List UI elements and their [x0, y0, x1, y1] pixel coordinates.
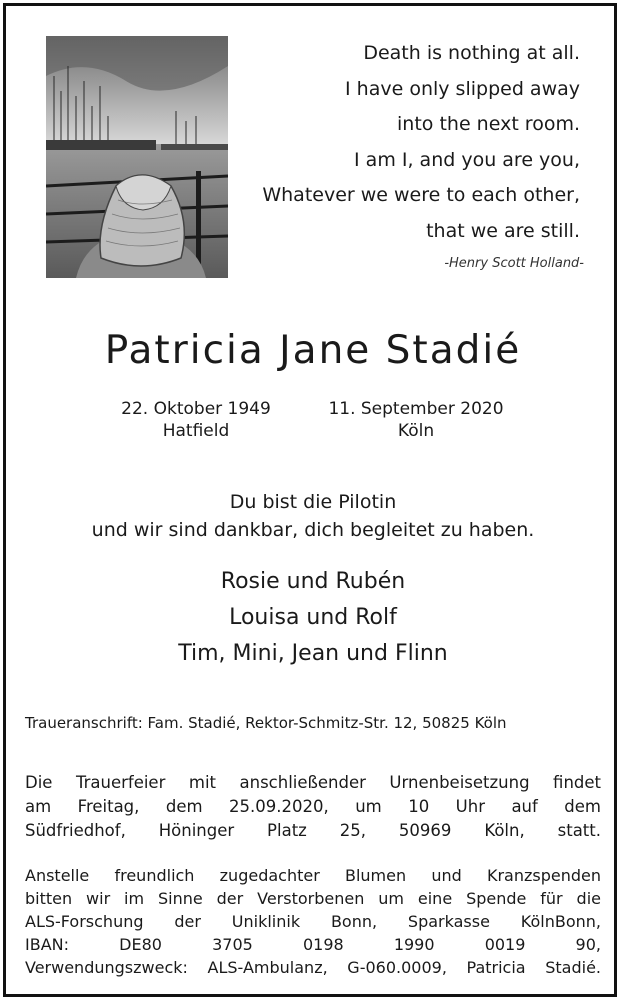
family-line: Rosie und Rubén — [220, 569, 406, 594]
donation-line: Verwendungszweck: ALS-Ambulanz, G-060.0009, Patricia Stadié. — [25, 958, 601, 977]
ceremony-line: Die Trauerfeier mit anschließender Urnenbeisetzung findet — [25, 773, 601, 792]
ceremony-notice — [25, 771, 601, 843]
death-info — [316, 398, 516, 442]
poem-attribution: -Henry Scott Holland- — [444, 256, 584, 271]
poem-line: Whatever we were to each other, — [262, 184, 580, 206]
obituary-frame — [3, 3, 617, 997]
poem-line: I am I, and you are you, — [354, 148, 580, 171]
birth-place: Hatfield — [162, 421, 230, 441]
donation-line: ALS-Forschung der Uniklinik Bonn, Sparkasse KölnBonn, — [25, 912, 601, 931]
memorial-verse — [6, 488, 620, 544]
death-date: 11. September 2020 — [328, 399, 504, 419]
memorial-photo — [46, 36, 228, 278]
birth-info — [96, 398, 296, 442]
verse-line: und wir sind dankbar, dich begleitet zu haben. — [91, 519, 535, 541]
deceased-name: Patricia Jane Stadié — [104, 328, 522, 373]
donation-line: IBAN: DE80 3705 0198 1990 0019 90, — [25, 935, 601, 954]
donation-line: Anstelle freundlich zugedachter Blumen und Kranzspenden — [25, 866, 601, 885]
poem-line: into the next room. — [397, 113, 580, 135]
family-line: Tim, Mini, Jean und Flinn — [178, 641, 448, 666]
ceremony-line: Südfriedhof, Höninger Platz 25, 50969 Köln, statt. — [25, 821, 601, 840]
poem-line: I have only slipped away — [345, 77, 580, 100]
donation-notice — [25, 864, 601, 979]
birth-date: 22. Oktober 1949 — [121, 399, 271, 419]
donation-line: bitten wir im Sinne der Verstorbenen um eine Spende für die — [25, 889, 601, 908]
death-place: Köln — [397, 421, 435, 441]
ceremony-line: am Freitag, dem 25.09.2020, um 10 Uhr auf dem — [25, 797, 601, 816]
poem — [240, 36, 580, 249]
mourning-address: Traueranschrift: Fam. Stadié, Rektor-Schmitz-Str. 12, 50825 Köln — [25, 714, 507, 732]
family-line: Louisa und Rolf — [229, 605, 397, 630]
family-names — [6, 564, 620, 672]
verse-line: Du bist die Pilotin — [229, 491, 397, 513]
poem-line: that we are still. — [426, 219, 580, 242]
poem-line: Death is nothing at all. — [363, 42, 580, 64]
